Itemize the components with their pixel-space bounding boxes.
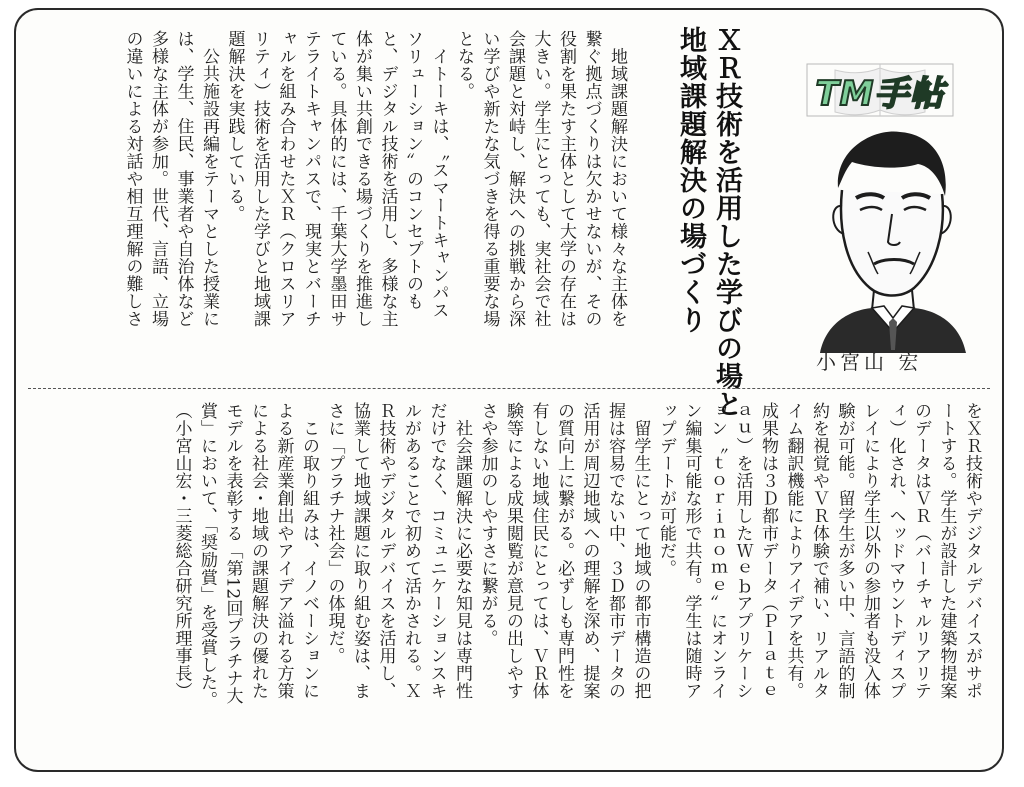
article-bottom-section: をＸＲ技術やデジタルデバイスがサポ ートする。学生が設計した建築物提案 のデータはＶＲ（バーチャルリアリテ ィ）化され、ヘッドマウントディスプ レイにより学生以外の参加者も没入体 験が可能。留学生が多い中、言語的制 約を視覚やＶＲ体験で補い、リアルタ イム翻訳機能によりアイデアを共有。 成果物は３Ｄ都市データ（Ｐｌａｔｅ ａｕ）を活用したＷｅｂアプリケーシ ョン〝ｔｏｒｉｎｏｍｅ〟にオンライ ン編集可能な形で共有。学生は随時ア ップデートが可能だ。 留学生にとって地域の都市構造の把 握は容易でない中、３Ｄ都市データの 活用が周辺地域への理解を深め、提案 の質向上に繋がる。必ずしも専門性を 有しない地域住民にとっては、ＶＲ体 験等による成果閲覧が意見の出しやす さや参加のしやすさに繋がる。 社会課題解決に必要な知見は専門性 だけでなく、コミュニケーションスキ ルがあることで初めて活かされる。Ｘ Ｒ技術やデジタルデバイスを活用し、 協業して地域課題に取り組む姿は、ま さに「プラチナ社会」の体現だ。 この取り組みは、イノベーションに よる新産業創出やアイデア溢れる方策 による社会・地域の課題解決の優れた モデルを表彰する「第12回プラチナ大 賞」において、「奨励賞」を受賞した。 （小宮山宏・三菱総合研究所理事長） xyxy=(171,402,982,709)
column-brand: TM手帖 xyxy=(815,74,945,114)
author-signature: 小宮山 宏 xyxy=(816,350,923,374)
author-portrait xyxy=(790,118,980,353)
section-divider xyxy=(28,388,990,389)
article-top-section: 地域課題解決において様々な主体を 繋ぐ拠点づくりは欠かせないが、その 役割を果たす主体として大学の存在は 大きい。学生にとっても、実社会で社 会課題と対峙し、解決への挑戦から深 い学びや新たな気づきを得る重要な場 となる。 イトーキは、〝スマートキャンパス ソリューション〟のコンセプトのも と、デジタル技術を活用し、多様な主 体が集い共創できる場づくりを推進し ている。具体的には、千葉大学墨田サ テライトキャンパスで、現実とバーチ ャルを組み合わせたＸＲ（クロスリア リティ）技術を活用した学びと地域課 題解決を実践している。 公共施設再編をテーマとした授業に は、学生、住民、事業者や自治体など 多様な主体が参加。世代、言語、立場 の違いによる対話や相互理解の難しさ xyxy=(122,30,627,328)
column-logo xyxy=(795,60,965,120)
headline: ＸＲ技術を活用した学びの場と 地域課題解決の場づくり xyxy=(675,26,742,418)
portrait-illustration-icon xyxy=(790,118,980,353)
